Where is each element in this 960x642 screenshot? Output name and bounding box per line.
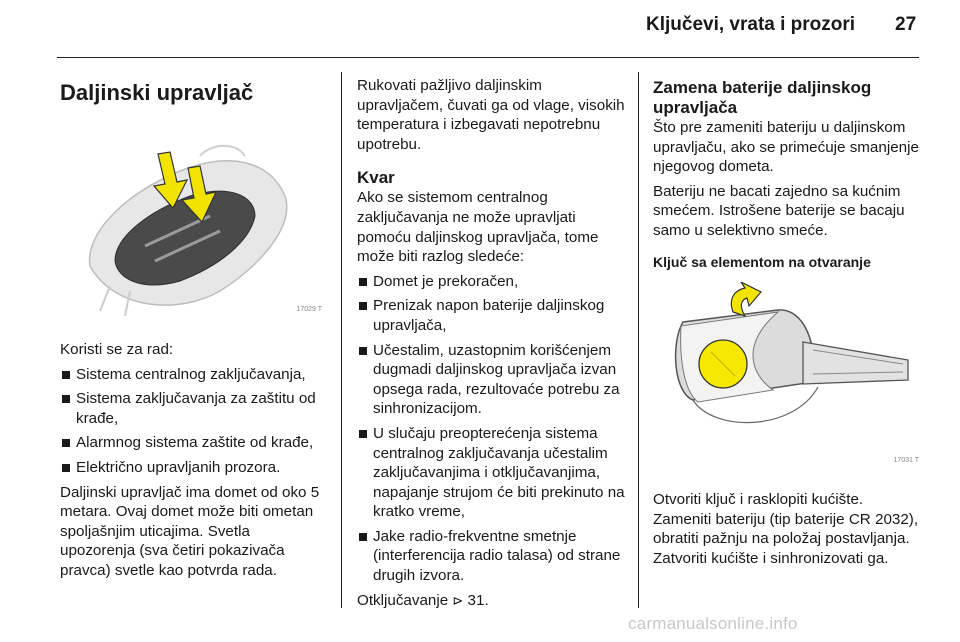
running-header-title: Ključevi, vrata i prozori <box>646 14 856 35</box>
figure-code: 17029 T <box>296 306 322 314</box>
list-item: Alarmnog sistema zaštite od krađe, <box>60 433 326 453</box>
list-item: Električno upravljanih prozora. <box>60 458 326 478</box>
list-item: Prenizak napon baterije daljinskog upravljača, <box>357 296 625 335</box>
list-item: Sistema zaključavanja za zaštitu od krađe, <box>60 389 326 428</box>
care-paragraph: Rukovati pažljivo daljinskim upravljačem, čuvati ga od vlage, visokih temperatura i izbegavati nepotrebnu upotrebu. <box>357 77 625 153</box>
column-1 <box>60 76 326 586</box>
header-rule <box>57 57 919 58</box>
remote-key-illustration <box>60 116 326 322</box>
figure-code: 17031 T <box>893 456 919 464</box>
list-item: Sistema centralnog zaključavanja, <box>60 365 326 385</box>
column-divider-1 <box>341 72 342 608</box>
figure-caption: Ključ sa elementom na otvaranje <box>653 253 871 270</box>
battery-para-1: Što pre zameniti bateriju u daljinskom upravljaču, ako se primećuje smanjenje njegovog dometa. <box>653 119 919 176</box>
usage-intro: Koristi se za rad: <box>60 341 174 358</box>
range-paragraph: Daljinski upravljač ima domet od oko 5 metara. Ovaj domet može biti ometan spoljašnjim uticajima. Svetla upozorenja (sva četiri pokazivača pravca) svetle kao potvrda rada. <box>60 483 320 579</box>
list-item: Učestalim, uzastopnim korišćenjem dugmadi daljinskog upravljača izvan opsega rada, rezultovaće potrebu za sinhronizacijom. <box>357 341 625 419</box>
unlock-page-link[interactable]: 31. <box>467 591 489 609</box>
battery-figure <box>653 282 923 472</box>
page-number: 27 <box>895 14 917 35</box>
page-ref-arrow-icon: ⊳ <box>452 593 464 609</box>
key-battery-illustration <box>653 282 923 472</box>
battery-para-3: Otvoriti ključ i rasklopiti kućište. Zameniti bateriju (tip baterije CR 2032), obratiti pažnju na položaj postavljanja. Zatvoriti kućište i sinhronizovati ga. <box>653 491 919 567</box>
usage-list <box>60 365 326 478</box>
column-divider-2 <box>638 72 639 608</box>
fault-intro: Ako se sistemom centralnog zaključavanja ne može upravljati pomoću daljinskog upravljača, tome može biti razlog sledeće: <box>357 189 599 266</box>
battery-section-title: Zamena baterije daljinskog upravljača <box>653 78 872 117</box>
unlock-reference <box>357 591 625 612</box>
remote-control-figure <box>60 116 326 322</box>
watermark: carmanualsonline.info <box>628 614 798 633</box>
column-2 <box>357 76 625 616</box>
battery-para-2: Bateriju ne bacati zajedno sa kućnim smećem. Istrošene baterije se bacaju samo u selektivno smeće. <box>653 182 905 239</box>
fault-title: Kvar <box>357 168 395 188</box>
section-title: Daljinski upravljač <box>60 80 254 105</box>
fault-list <box>357 272 625 586</box>
column-3 <box>653 76 925 574</box>
list-item: U slučaju preopterećenja sistema centralnog zaključavanja učestalim zaključavanjima i otključavanjima, napajanje strujom će biti prekinuto na kratko vreme, <box>357 424 625 522</box>
list-item: Domet je prekoračen, <box>357 272 625 292</box>
unlock-text: Otključavanje <box>357 591 449 609</box>
list-item: Jake radio-frekventne smetnje (interferencija radio talasa) od strane drugih izvora. <box>357 527 625 586</box>
